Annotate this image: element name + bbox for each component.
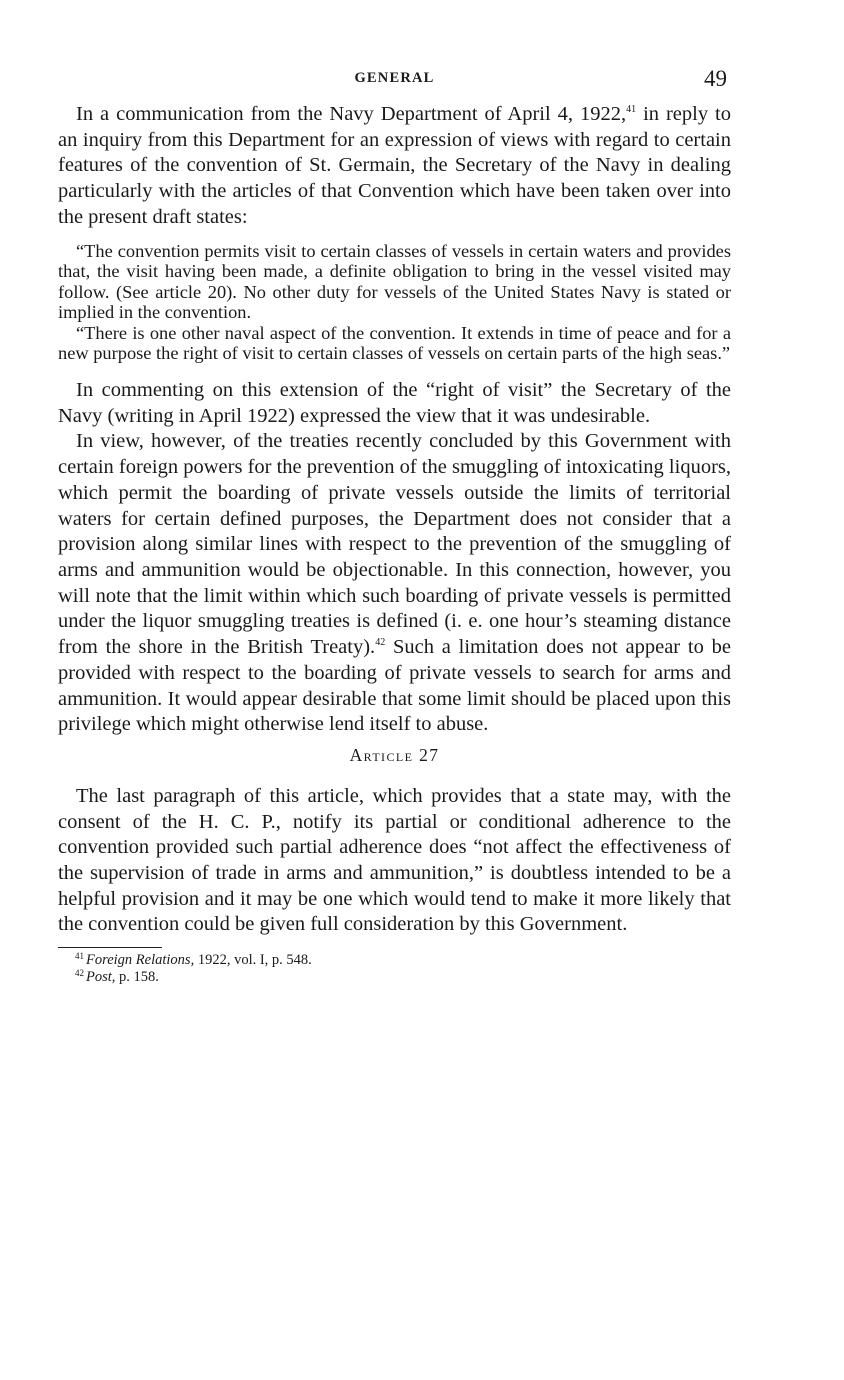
footnote-source-detail: 1922, vol. I, p. 548.: [194, 952, 312, 969]
footnote-source-title: Foreign Relations,: [86, 952, 195, 969]
document-page: [58, 66, 731, 986]
block-quote: [58, 241, 731, 365]
running-head: GENERAL: [354, 70, 435, 86]
paragraph-4: The last paragraph of this article, which provides that a state may, with the consent of the H. C. P., notify its partial or conditional adherence to the convention provided such partial adherence does “not affect the effectiveness of the supervision of trade in arms and ammunition,” is doubtless intended to be a helpful provision and it may be one which would tend to make it more likely that the convention could be given full consideration by this Government.: [58, 784, 731, 936]
quote-paragraph-2: “There is one other naval aspect of the convention. It extends in time of peace and for a new purpose the right of visit to certain classes of vessels on certain parts of the high seas.”: [58, 322, 731, 364]
footnotes: [58, 952, 731, 986]
footnote-mark: 41: [75, 951, 84, 962]
footnote-41: [58, 952, 731, 969]
footnote-ref-42[interactable]: 42: [375, 637, 386, 649]
article-heading: Article 27: [349, 744, 440, 765]
footnote-source-title: Post,: [86, 969, 116, 986]
paragraph-3-text: In view, however, of the treaties recently concluded by this Government with certain foreign powers for the prevention of the smuggling of intoxicating liquors, which permit the boarding of private vessels outside the limits of territorial waters for certain defined purposes, the Department does not consider that a provision along similar lines with respect to the prevention of the smuggling of arms and ammunition would be objectionable. In this connection, however, you will note that the limit within which such boarding of private vessels is permitted under the liquor smuggling treaties is defined (i. e. one hour’s steaming distance from the shore in the British Treaty).: [58, 430, 731, 659]
footnote-divider: [58, 947, 162, 948]
quote-paragraph-1: “The convention permits visit to certain classes of vessels in certain waters and provides that, the visit having been made, a definite obligation to bring in the vessel visited may follow. (See article 20). No other duty for vessels of the United States Navy is stated or implied in the convention.: [58, 240, 731, 323]
paragraph-3: [58, 429, 731, 737]
paragraph-1-text-cont: in reply to an inquiry from this Department for an expression of views with regard to certain features of the convention of St. Germain, the Secretary of the Navy in dealing particularly with the articles of that Convention which have been taken over into the present draft states:: [58, 103, 732, 228]
paragraph-1: [58, 102, 731, 231]
footnote-mark: 42: [75, 968, 84, 979]
paragraph-2: In commenting on this extension of the “right of visit” the Secretary of the Navy (writing in April 1922) expressed the view that it was undesirable.: [58, 379, 731, 427]
page-header: [58, 66, 731, 96]
footnote-42: [58, 969, 731, 986]
paragraph-3-text-cont: Such a limitation does not appear to be provided with respect to the boarding of private vessels to search for arms and ammunition. It would appear desirable that some limit should be placed upon this privilege which might otherwise lend itself to abuse.: [58, 636, 731, 736]
page-number: 49: [704, 66, 727, 91]
paragraph-1-text: In a communication from the Navy Department of April 4, 1922,: [76, 103, 627, 125]
footnote-ref-41[interactable]: 41: [626, 104, 637, 115]
footnote-source-detail: p. 158.: [115, 969, 159, 986]
